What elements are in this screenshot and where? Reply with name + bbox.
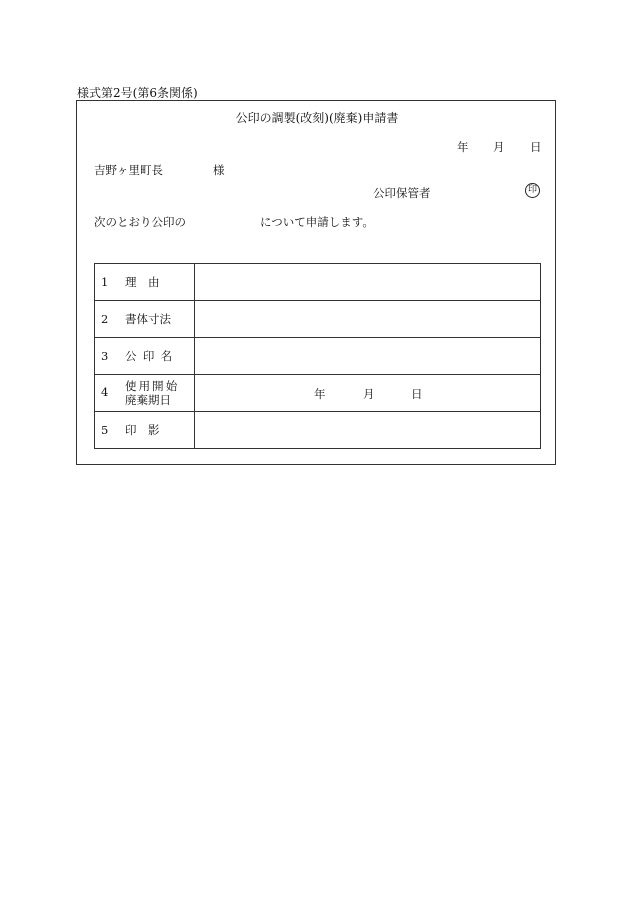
- row-label-disposal-date: 廃棄期日: [125, 393, 171, 407]
- seal-mark-icon: 印: [525, 183, 540, 198]
- table-row: [95, 264, 541, 301]
- details-table: [94, 263, 541, 449]
- date-month-label: 月: [363, 387, 375, 401]
- seal-impression-entry-cell[interactable]: [195, 412, 541, 449]
- application-form-frame: [76, 100, 556, 465]
- table-row: [95, 375, 541, 412]
- form-number-label: 様式第2号(第6条関係): [77, 86, 198, 100]
- table-row: [95, 338, 541, 375]
- statement-prefix: 次のとおり公印の: [94, 215, 186, 229]
- row-number: 3: [101, 349, 109, 363]
- addressee: 吉野ヶ里町長: [94, 163, 163, 177]
- row-number: 5: [101, 423, 109, 437]
- row-number: 2: [101, 312, 109, 326]
- row-label-dates: [125, 379, 179, 407]
- row-label-cell: [95, 301, 195, 338]
- date-entry-cell[interactable]: [195, 375, 541, 412]
- date-year-label: 年: [314, 387, 326, 401]
- date-month-label: 月: [493, 140, 505, 154]
- seal-name-entry-cell[interactable]: [195, 338, 541, 375]
- statement-suffix: について申請します。: [260, 215, 374, 229]
- custodian-label: 公印保管者: [373, 186, 431, 200]
- date-year-label: 年: [457, 140, 469, 154]
- addressee-honorific: 様: [213, 163, 225, 177]
- row-label-seal-name: 公印名: [125, 349, 179, 363]
- table-row: [95, 412, 541, 449]
- row-number: 1: [101, 275, 109, 289]
- row-label-reason: 理 由: [125, 275, 160, 289]
- date-day-label: 日: [411, 387, 423, 401]
- row-label-cell: [95, 338, 195, 375]
- table-row: [95, 301, 541, 338]
- row-label-start-date: 使用開始: [125, 379, 180, 393]
- row-label-cell: [95, 412, 195, 449]
- form-title: 公印の調製(改刻)(廃棄)申請書: [235, 111, 399, 125]
- reason-entry-cell[interactable]: [195, 264, 541, 301]
- row-label-typeface-size: 書体寸法: [125, 312, 171, 326]
- row-number: 4: [101, 385, 109, 399]
- date-day-label: 日: [530, 140, 542, 154]
- row-label-cell: [95, 375, 195, 412]
- row-label-seal-impression: 印 影: [125, 423, 160, 437]
- typeface-size-entry-cell[interactable]: [195, 301, 541, 338]
- row-label-cell: [95, 264, 195, 301]
